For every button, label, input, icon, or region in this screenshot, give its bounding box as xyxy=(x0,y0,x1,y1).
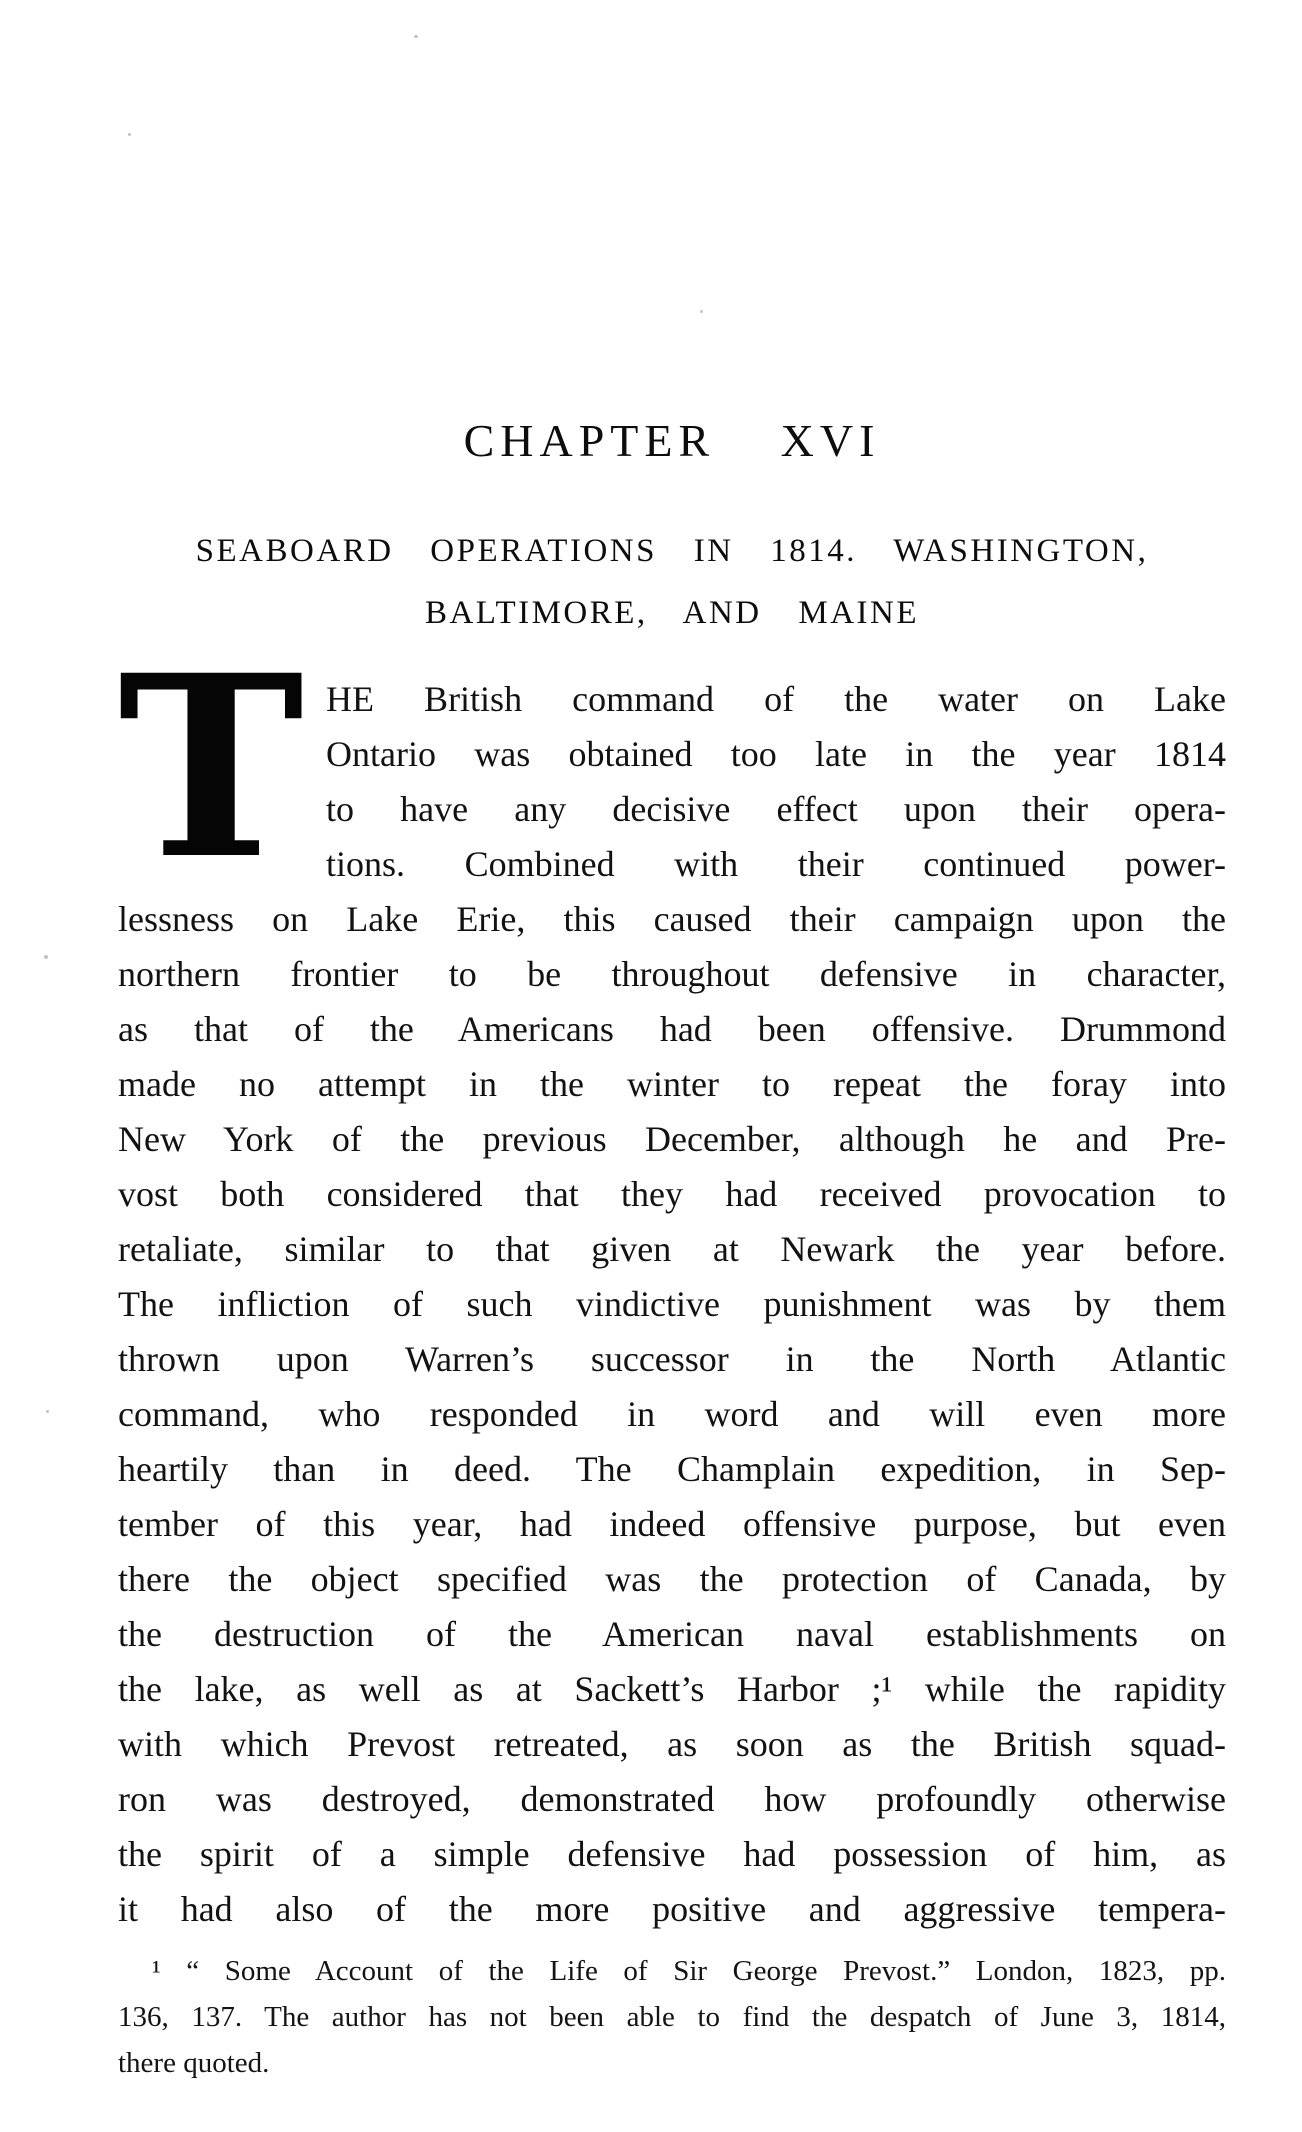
body-line: it had also of the more positive and aggressive tempera- xyxy=(118,1889,1226,1929)
subtitle-line: SEABOARD OPERATIONS IN 1814. WASHINGTON, xyxy=(195,533,1149,569)
body-line: vost both considered that they had received provocation to xyxy=(118,1174,1226,1214)
body-line: tions. Combined with their continued power- xyxy=(326,844,1226,884)
footnote xyxy=(118,1948,1226,2086)
scan-speck xyxy=(128,133,131,136)
body-line: Ontario was obtained too late in the year 1814 xyxy=(326,734,1226,774)
body-line: as that of the Americans had been offensive. Drummond xyxy=(118,1009,1226,1049)
body-line: retaliate, similar to that given at Newark the year before. xyxy=(118,1229,1226,1269)
body-line: northern frontier to be throughout defensive in character, xyxy=(118,954,1226,994)
scan-speck xyxy=(700,310,703,313)
body-line: to have any decisive effect upon their opera- xyxy=(326,789,1226,829)
drop-cap-letter: T xyxy=(118,620,305,914)
scan-speck xyxy=(46,1410,49,1413)
body-line: lessness on Lake Erie, this caused their campaign upon the xyxy=(118,899,1226,939)
body-line: made no attempt in the winter to repeat the foray into xyxy=(118,1064,1226,1104)
body-line: thrown upon Warren’s successor in the North Atlantic xyxy=(118,1339,1226,1379)
chapter-heading: CHAPTER XVI xyxy=(463,415,881,466)
scan-speck xyxy=(44,955,48,959)
body-line: tember of this year, had indeed offensive purpose, but even xyxy=(118,1504,1226,1544)
body-line: heartily than in deed. The Champlain expedition, in Sep- xyxy=(118,1449,1226,1489)
body-line: there the object specified was the protection of Canada, by xyxy=(118,1559,1226,1599)
footnote-line: 136, 137. The author has not been able to find the despatch of June 3, 1814, xyxy=(118,2001,1226,2033)
subtitle-line: BALTIMORE, AND MAINE xyxy=(424,595,920,631)
body-line: the spirit of a simple defensive had possession of him, as xyxy=(118,1834,1226,1874)
body-line: command, who responded in word and will even more xyxy=(118,1394,1226,1434)
body-line: New York of the previous December, although he and Pre- xyxy=(118,1119,1226,1159)
body-line: The infliction of such vindictive punishment was by them xyxy=(118,1284,1226,1324)
scan-speck xyxy=(414,35,418,38)
body-line: the destruction of the American naval establishments on xyxy=(118,1614,1226,1654)
body-line: HE British command of the water on Lake xyxy=(326,679,1226,719)
body-line: with which Prevost retreated, as soon as the British squad- xyxy=(118,1724,1226,1764)
body-paragraph xyxy=(118,620,1226,1937)
footnote-line: ¹ “ Some Account of the Life of Sir George Prevost.” London, 1823, pp. xyxy=(152,1955,1226,1987)
body-line: the lake, as well as at Sackett’s Harbor ;¹ while the rapidity xyxy=(118,1669,1226,1709)
footnote-line: there quoted. xyxy=(118,2047,270,2079)
body-line: ron was destroyed, demonstrated how profoundly otherwise xyxy=(118,1779,1226,1819)
